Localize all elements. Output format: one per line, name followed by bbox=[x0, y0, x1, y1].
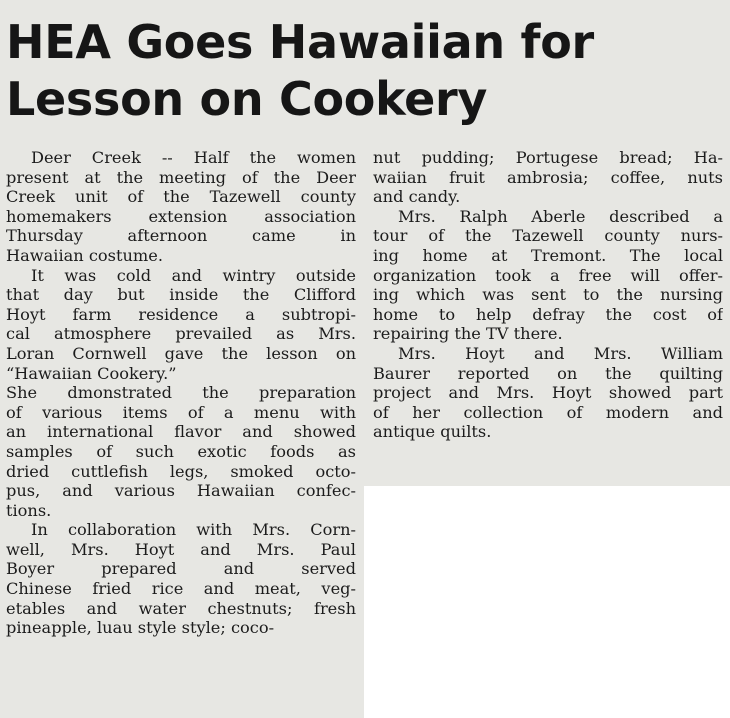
text-line: “Hawaiian Cookery.” bbox=[6, 363, 177, 383]
article-paragraph bbox=[373, 344, 723, 442]
text-line: tour of the Tazewell county nurs- bbox=[373, 226, 723, 246]
text-line: homemakers extension association bbox=[6, 206, 356, 226]
article-paragraph bbox=[373, 148, 723, 207]
text-line: In collaboration with Mrs. Corn- bbox=[31, 520, 356, 540]
headline-line: HEA Goes Hawaiian for bbox=[6, 15, 594, 69]
text-line: and candy. bbox=[373, 187, 461, 207]
text-line: Mrs. Hoyt and Mrs. William bbox=[398, 343, 723, 363]
article-paragraph bbox=[6, 266, 356, 384]
text-line: Deer Creek -- Half the women bbox=[31, 148, 356, 167]
text-line: well, Mrs. Hoyt and Mrs. Paul bbox=[6, 539, 356, 559]
text-line: Boyer prepared and served bbox=[6, 559, 356, 579]
headline bbox=[6, 14, 726, 128]
text-line: Chinese fried rice and meat, veg- bbox=[6, 579, 356, 599]
text-line: samples of such exotic foods as bbox=[6, 441, 356, 461]
text-line: She dmonstrated the preparation bbox=[6, 383, 356, 403]
text-line: Baurer reported on the quilting bbox=[373, 363, 723, 383]
text-line: pus, and various Hawaiian confec- bbox=[6, 481, 356, 501]
text-line: an international flavor and showed bbox=[6, 422, 356, 442]
blank-area bbox=[364, 486, 730, 718]
headline-line: Lesson on Cookery bbox=[6, 72, 488, 126]
text-line: Hoyt farm residence a subtropi- bbox=[6, 304, 356, 324]
text-line: of her collection of modern and bbox=[373, 402, 723, 422]
text-line: dried cuttlefish legs, smoked octo- bbox=[6, 461, 356, 481]
text-line: ing which was sent to the nursing bbox=[373, 285, 723, 305]
text-line: cal atmosphere prevailed as Mrs. bbox=[6, 324, 356, 344]
text-line: home to help defray the cost of bbox=[373, 304, 723, 324]
text-line: It was cold and wintry outside bbox=[31, 265, 356, 285]
article-paragraph bbox=[6, 383, 356, 520]
text-line: Loran Cornwell gave the lesson on bbox=[6, 343, 356, 363]
text-line: antique quilts. bbox=[373, 422, 492, 442]
text-line: ing home at Tremont. The local bbox=[373, 245, 723, 265]
text-line: that day but inside the Clifford bbox=[6, 285, 356, 305]
text-line: Mrs. Ralph Aberle described a bbox=[398, 206, 723, 226]
text-line: of various items of a menu with bbox=[6, 402, 356, 422]
text-line: Creek unit of the Tazewell county bbox=[6, 187, 356, 207]
article-paragraph bbox=[6, 520, 356, 638]
text-line: nut pudding; Portugese bread; Ha- bbox=[373, 148, 723, 167]
article-paragraph bbox=[6, 148, 356, 266]
text-line: tions. bbox=[6, 500, 52, 520]
article-paragraph bbox=[373, 207, 723, 344]
text-line: waiian fruit ambrosia; coffee, nuts bbox=[373, 167, 723, 187]
text-line: organization took a free will offer- bbox=[373, 265, 723, 285]
text-line: pineapple, luau style style; coco- bbox=[6, 618, 275, 638]
text-line: repairing the TV there. bbox=[373, 324, 563, 344]
text-line: present at the meeting of the Deer bbox=[6, 167, 356, 187]
text-line: Hawaiian costume. bbox=[6, 245, 163, 265]
text-line: etables and water chestnuts; fresh bbox=[6, 598, 356, 618]
article-column-left bbox=[6, 148, 356, 638]
article-column-right bbox=[373, 148, 723, 442]
text-line: Thursday afternoon came in bbox=[6, 226, 356, 246]
text-line: project and Mrs. Hoyt showed part bbox=[373, 383, 723, 403]
